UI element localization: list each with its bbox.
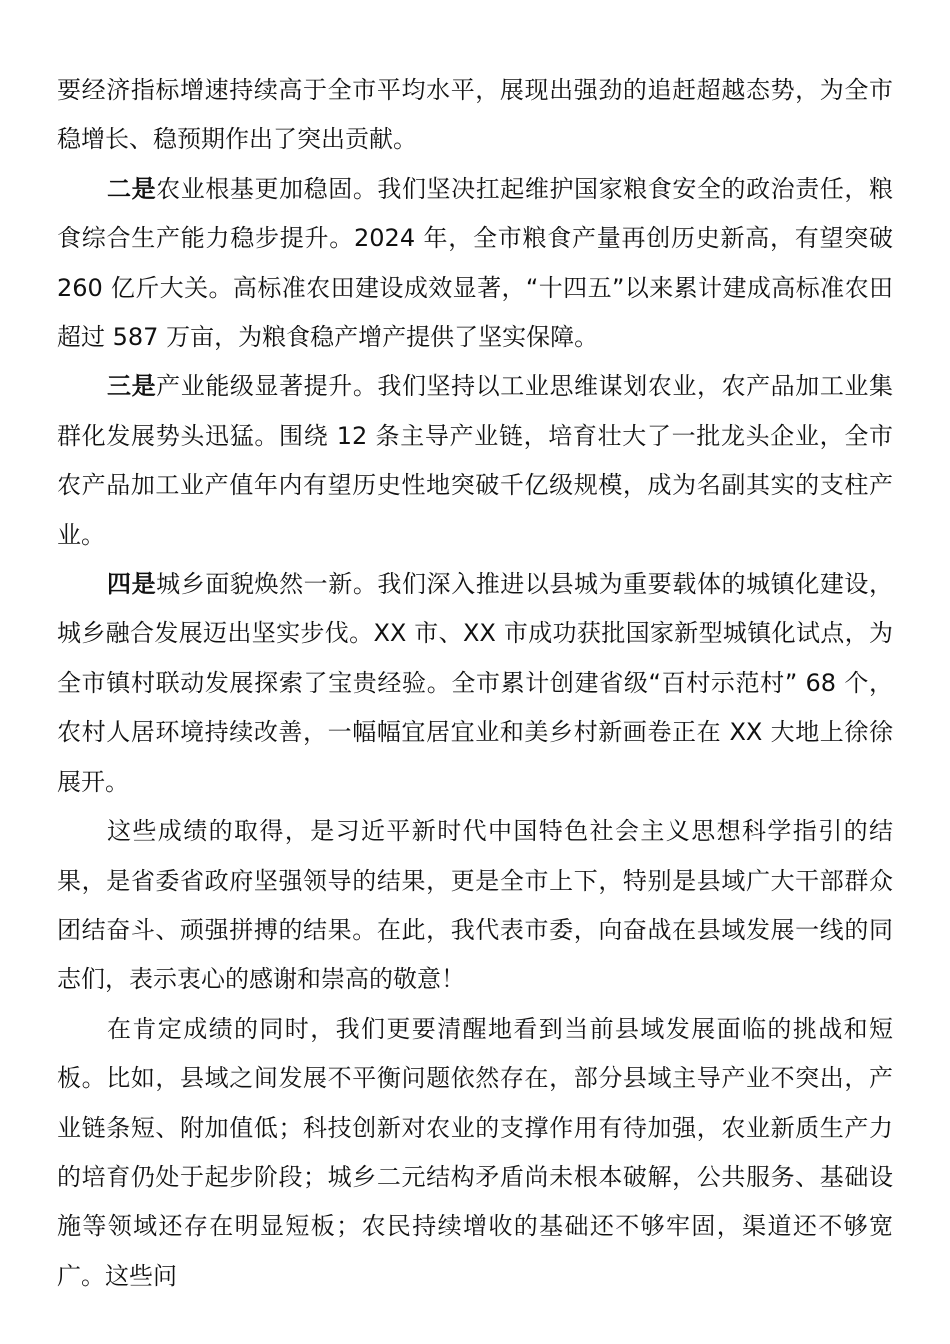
paragraph-lead: 四是 — [107, 570, 157, 599]
paragraph-text: 要经济指标增速持续高于全市平均水平，展现出强劲的追赶超越态势，为全市稳增长、稳预期作出了突出贡献。 — [57, 76, 893, 154]
paragraph-lead: 三是 — [107, 372, 157, 401]
paragraph-continued — [57, 66, 893, 165]
paragraph-text: 这些成绩的取得，是习近平新时代中国特色社会主义思想科学指引的结果，是省委省政府坚强领导的结果，更是全市上下，特别是县域广大干部群众团结奋斗、顽强拼搏的结果。在此，我代表市委，向奋战在县域发展一线的同志们，表示衷心的感谢和崇高的敬意！ — [57, 817, 893, 994]
paragraph-lead: 二是 — [107, 174, 157, 203]
paragraph-industry — [57, 362, 893, 560]
paragraph-text: 产业能级显著提升。我们坚持以工业思维谋划农业，农产品加工业集群化发展势头迅猛。围绕 12 条主导产业链，培育壮大了一批龙头企业，全市农产品加工业产值年内有望历史性地突破千亿级规模，成为名副其实的支柱产业。 — [57, 372, 894, 549]
paragraph-urban-rural — [57, 560, 893, 807]
paragraph-achievements — [57, 807, 893, 1005]
paragraph-agriculture — [57, 165, 893, 363]
paragraph-text: 在肯定成绩的同时，我们更要清醒地看到当前县域发展面临的挑战和短板。比如，县域之间发展不平衡问题依然存在，部分县域主导产业不突出，产业链条短、附加值低；科技创新对农业的支撑作用有待加强，农业新质生产力的培育仍处于起步阶段；城乡二元结构矛盾尚未根本破解，公共服务、基础设施等领域还存在明显短板；农民持续增收的基础还不够牢固，渠道还不够宽广。这些问 — [57, 1014, 893, 1290]
paragraph-challenges — [57, 1005, 893, 1301]
paragraph-text: 城乡面貌焕然一新。我们深入推进以县城为重要载体的城镇化建设，城乡融合发展迈出坚实步伐。XX 市、XX 市成功获批国家新型城镇化试点，为全市镇村联动发展探索了宝贵经验。全市累计创建省级“百村示范村” 68 个，农村人居环境持续改善，一幅幅宜居宜业和美乡村新画卷正在 XX 大地上徐徐展开。 — [57, 570, 894, 796]
paragraph-text: 农业根基更加稳固。我们坚决扛起维护国家粮食安全的政治责任，粮食综合生产能力稳步提升。2024 年，全市粮食产量再创历史新高，有望突破 260 亿斤大关。高标准农田建设成效显著，“十四五”以来累计建成高标准农田超过 587 万亩，为粮食稳产增产提供了坚实保障。 — [57, 174, 894, 352]
